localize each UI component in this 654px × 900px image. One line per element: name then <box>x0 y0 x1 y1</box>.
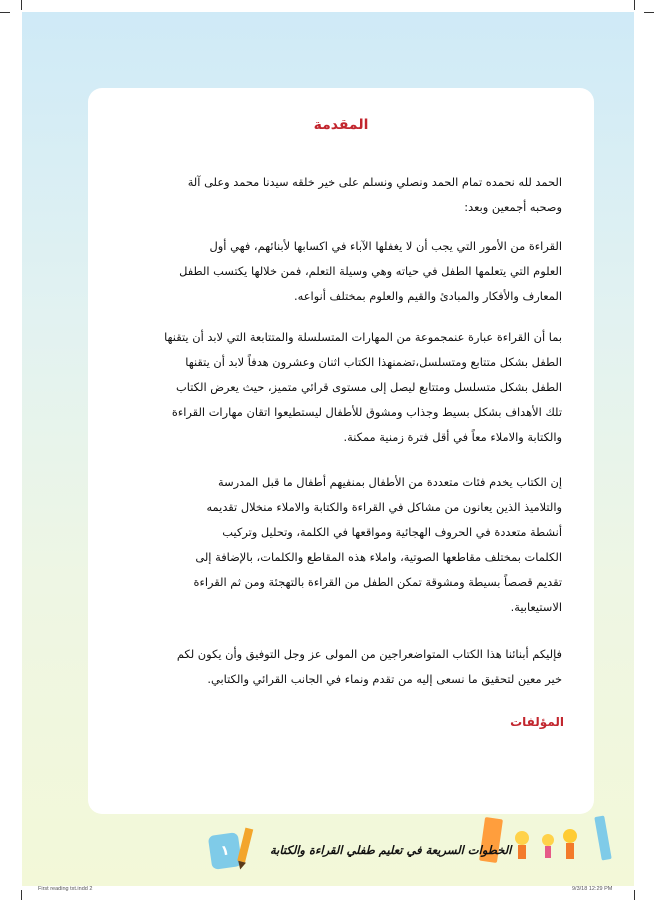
kids-illustration <box>470 812 630 872</box>
text-line: خير معين لتحقيق ما نسعى إليه من تقدم ونماء في الجانب القرائي والكتابي. <box>207 672 562 686</box>
kid-figure-icon <box>542 834 554 846</box>
text-line: إن الكتاب يخدم فئات متعددة من الأطفال بمنفيهم أطفال ما قبل المدرسة <box>218 475 562 489</box>
text-line: الطفل بشكل متسلسل ومتتابع ليصل إلى مستوى قرائي متميز، حيث يعرض الكتاب <box>176 380 562 394</box>
text-line: الطفل بشكل متتابع ومتسلسل،تضمنهذا الكتاب اثنان وعشرون هدفاً لابد أن يتقنها <box>185 355 562 369</box>
kid-figure-icon <box>515 831 529 845</box>
crop-mark <box>634 0 635 10</box>
crop-mark <box>644 12 654 13</box>
text-line: المعارف والأفكار والمبادئ والقيم والعلوم بمختلف أنواعه. <box>294 289 562 303</box>
crop-mark <box>0 12 10 13</box>
introduction-card <box>88 88 594 814</box>
text-line: القراءة من الأمور التي يجب أن لا يغفلها الآباء في اكسابها لأبنائهم، فهي أول <box>209 239 562 253</box>
print-date-info: 9/3/18 12:29 PM <box>572 886 613 892</box>
paragraph-closing <box>118 642 562 692</box>
paragraph-target-audience <box>118 470 562 620</box>
text-line: الكلمات بمختلف مقاطعها الصوتية، واملاء هذه المقاطع والكلمات، بالإضافة إلى <box>195 550 562 564</box>
crop-mark <box>21 890 22 900</box>
text-line: أنشطة متعددة في الحروف الهجائية ومواقعها في الكلمة، وتحليل وتركيب <box>222 525 562 539</box>
pencil-icon <box>594 815 611 860</box>
page-title: المقدمة <box>313 117 369 133</box>
text-line: بما أن القراءة عبارة عنمجموعة من المهارات المتسلسلة والمتتابعة التي لابد أن يتقنها <box>164 330 562 344</box>
text-line: تلك الأهداف بشكل بسيط وجذاب ومشوق للأطفال ليستطيعوا اتقان مهارات القراءة <box>171 405 562 419</box>
text-line: والتلاميذ الذين يعانون من مشاكل في القراءة والكتابة والاملاء منخلال تقديمه <box>206 500 562 514</box>
authors-signature: المؤلفات <box>510 715 564 729</box>
text-line: الاستيعابية. <box>510 600 562 614</box>
text-line: تقديم قصصاً بسيطة ومشوقة تمكن الطفل من القراءة بالتهجئة ومن ثم القراءة <box>193 575 562 589</box>
kid-figure-icon <box>563 829 577 843</box>
page-number: ١ <box>208 832 242 870</box>
text-line: والكتابة والاملاء معاً في أقل فترة زمنية ممكنة. <box>343 430 562 444</box>
text-line: فإليكم أبنائنا هذا الكتاب المتواضعراجين من المولى عز وجل التوفيق وأن يكون لكم <box>176 647 562 661</box>
paragraph-reading-importance <box>118 234 562 309</box>
paragraph-book-goals <box>118 325 562 450</box>
text-line: الحمد لله نحمده تمام الحمد ونصلي ونسلم على خير خلقه سيدنا محمد وعلى آلة <box>187 175 562 189</box>
crop-mark <box>21 0 22 10</box>
paragraph-opening <box>118 170 562 220</box>
footer-banner <box>22 812 634 872</box>
pencil-icon <box>234 826 256 870</box>
text-line: وصحبه أجمعين وبعد: <box>464 200 562 214</box>
text-line: العلوم التي يتعلمها الطفل في حياته وهي وسيلة التعلم، فمن خلالها يكتسب الطفل <box>179 264 562 278</box>
crop-mark <box>634 890 635 900</box>
print-file-info: First reading txt.indd 2 <box>38 886 93 892</box>
book-title: الخطوات السريعة في تعليم طفلي القراءة والكتابة <box>270 843 512 857</box>
